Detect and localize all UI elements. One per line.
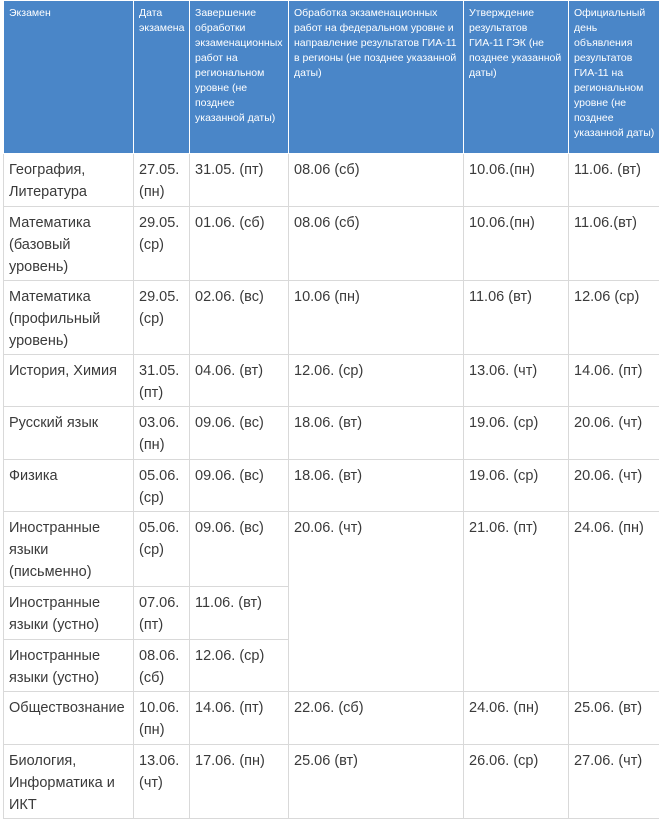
exam-date-cell: 05.06. (ср) bbox=[134, 512, 190, 587]
header-gek-approval: Утверждение результатов ГИА-11 ГЭК (не позднее указанной даты) bbox=[464, 1, 569, 154]
exam-cell: География, Литература bbox=[4, 154, 134, 207]
exam-date-cell: 03.06. (пн) bbox=[134, 407, 190, 460]
exam-cell: Иностранные языки (устно) bbox=[4, 587, 134, 640]
federal-cell: 10.06 (пн) bbox=[289, 281, 464, 355]
exam-cell: Математика (профильный уровень) bbox=[4, 281, 134, 355]
federal-cell: 18.06. (вт) bbox=[289, 407, 464, 460]
table-row bbox=[4, 407, 659, 460]
approval-cell: 10.06.(пн) bbox=[464, 207, 569, 281]
approval-cell: 26.06. (ср) bbox=[464, 745, 569, 819]
table-row bbox=[4, 745, 659, 819]
federal-cell: 22.06. (сб) bbox=[289, 692, 464, 745]
table-row bbox=[4, 460, 659, 512]
exam-date-cell: 27.05. (пн) bbox=[134, 154, 190, 207]
regional-cell: 09.06. (вс) bbox=[190, 407, 289, 460]
approval-cell: 24.06. (пн) bbox=[464, 692, 569, 745]
regional-cell: 11.06. (вт) bbox=[190, 587, 289, 640]
regional-cell: 04.06. (вт) bbox=[190, 355, 289, 407]
federal-cell: 08.06 (сб) bbox=[289, 207, 464, 281]
approval-cell: 21.06. (пт) bbox=[464, 512, 569, 692]
regional-cell: 01.06. (сб) bbox=[190, 207, 289, 281]
exam-date-cell: 10.06. (пн) bbox=[134, 692, 190, 745]
approval-cell: 19.06. (ср) bbox=[464, 460, 569, 512]
table-row bbox=[4, 355, 659, 407]
regional-cell: 14.06. (пт) bbox=[190, 692, 289, 745]
exam-cell: История, Химия bbox=[4, 355, 134, 407]
announce-cell: 27.06. (чт) bbox=[569, 745, 659, 819]
table-row bbox=[4, 692, 659, 745]
regional-cell: 09.06. (вс) bbox=[190, 460, 289, 512]
approval-cell: 10.06.(пн) bbox=[464, 154, 569, 207]
federal-cell: 20.06. (чт) bbox=[289, 512, 464, 692]
regional-cell: 12.06. (ср) bbox=[190, 640, 289, 692]
exam-cell: Обществознание bbox=[4, 692, 134, 745]
regional-cell: 17.06. (пн) bbox=[190, 745, 289, 819]
exam-cell: Иностранные языки (устно) bbox=[4, 640, 134, 692]
header-row bbox=[4, 1, 659, 154]
exam-cell: Физика bbox=[4, 460, 134, 512]
announce-cell: 24.06. (пн) bbox=[569, 512, 659, 692]
header-regional-processing: Завершение обработки экзаменационных работ на региональном уровне (не позднее указанной даты) bbox=[190, 1, 289, 154]
exam-results-schedule-table bbox=[3, 0, 659, 819]
regional-cell: 31.05. (пт) bbox=[190, 154, 289, 207]
approval-cell: 11.06 (вт) bbox=[464, 281, 569, 355]
federal-cell: 25.06 (вт) bbox=[289, 745, 464, 819]
exam-date-cell: 07.06. (пт) bbox=[134, 587, 190, 640]
announce-cell: 11.06. (вт) bbox=[569, 154, 659, 207]
announce-cell: 12.06 (ср) bbox=[569, 281, 659, 355]
regional-cell: 02.06. (вс) bbox=[190, 281, 289, 355]
exam-date-cell: 05.06. (ср) bbox=[134, 460, 190, 512]
regional-cell: 09.06. (вс) bbox=[190, 512, 289, 587]
exam-cell: Математика (базовый уровень) bbox=[4, 207, 134, 281]
federal-cell: 12.06. (ср) bbox=[289, 355, 464, 407]
table-row bbox=[4, 512, 659, 587]
table-row bbox=[4, 154, 659, 207]
approval-cell: 13.06. (чт) bbox=[464, 355, 569, 407]
header-exam-date: Дата экзамена bbox=[134, 1, 190, 154]
announce-cell: 11.06.(вт) bbox=[569, 207, 659, 281]
exam-cell: Биология, Информатика и ИКТ bbox=[4, 745, 134, 819]
exam-date-cell: 31.05. (пт) bbox=[134, 355, 190, 407]
header-federal-processing: Обработка экзаменационных работ на федеральном уровне и направление результатов ГИА-11 в регионы (не позднее указанной даты) bbox=[289, 1, 464, 154]
exam-cell: Русский язык bbox=[4, 407, 134, 460]
exam-date-cell: 29.05. (ср) bbox=[134, 207, 190, 281]
header-official-announcement: Официальный день объявления результатов ГИА-11 на региональном уровне (не позднее указанной даты) bbox=[569, 1, 659, 154]
announce-cell: 20.06. (чт) bbox=[569, 460, 659, 512]
federal-cell: 08.06 (сб) bbox=[289, 154, 464, 207]
table-row bbox=[4, 281, 659, 355]
exam-date-cell: 08.06. (сб) bbox=[134, 640, 190, 692]
federal-cell: 18.06. (вт) bbox=[289, 460, 464, 512]
exam-date-cell: 29.05. (ср) bbox=[134, 281, 190, 355]
header-exam: Экзамен bbox=[4, 1, 134, 154]
exam-cell: Иностранные языки (письменно) bbox=[4, 512, 134, 587]
table-row bbox=[4, 207, 659, 281]
approval-cell: 19.06. (ср) bbox=[464, 407, 569, 460]
announce-cell: 20.06. (чт) bbox=[569, 407, 659, 460]
exam-date-cell: 13.06. (чт) bbox=[134, 745, 190, 819]
announce-cell: 25.06. (вт) bbox=[569, 692, 659, 745]
announce-cell: 14.06. (пт) bbox=[569, 355, 659, 407]
